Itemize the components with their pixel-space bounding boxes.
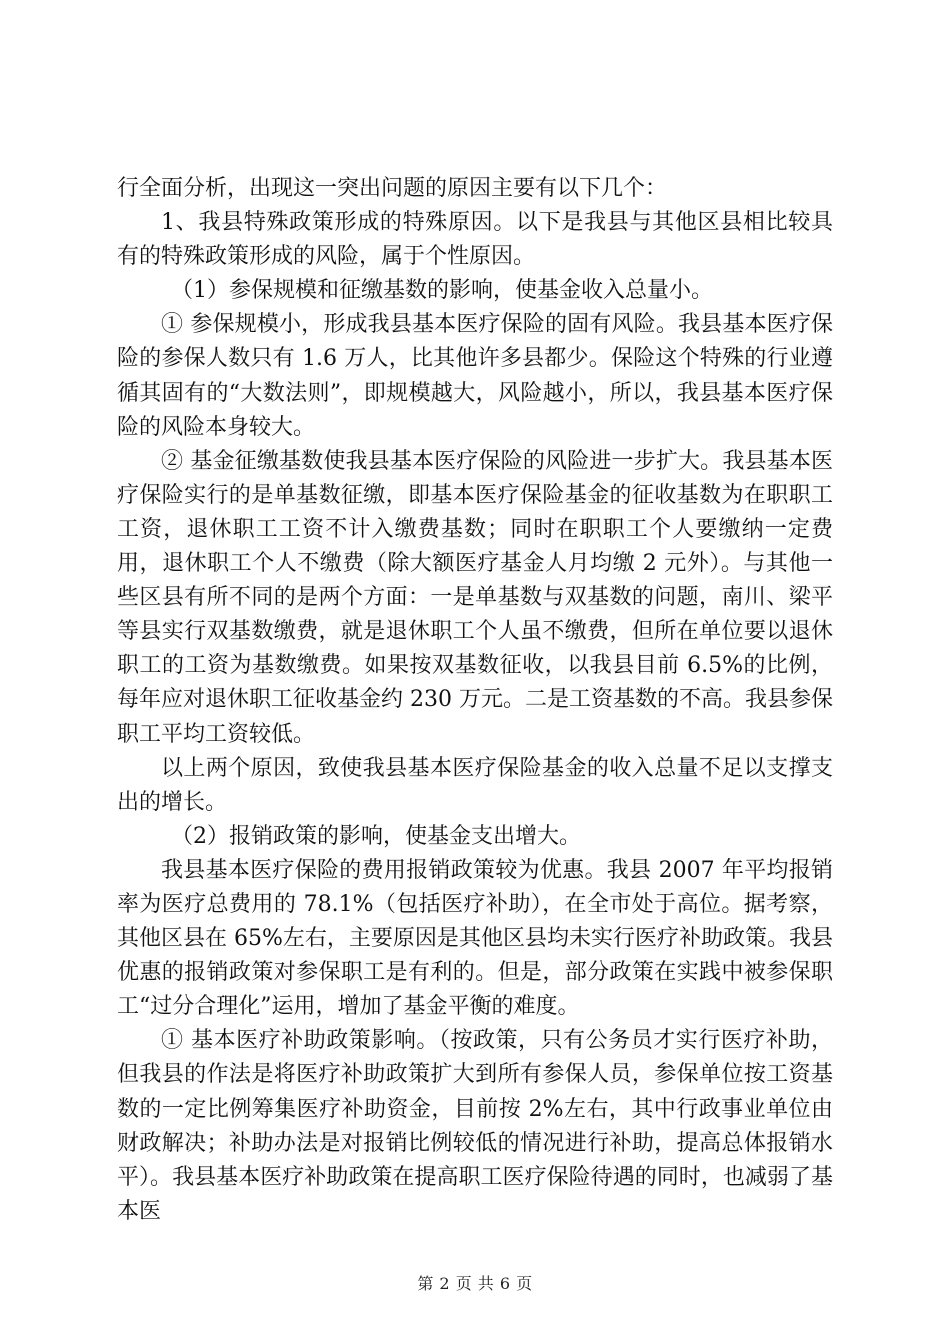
document-body [117,172,833,1229]
paragraph-subsection-1: （1）参保规模和征缴基数的影响，使基金收入总量小。 [171,278,713,304]
page-footer: 第 2 页 共 6 页 [417,1274,533,1293]
paragraph-point-2: ② 基金征缴基数使我县基本医疗保险的风险进一步扩大。我县基本医疗保险实行的是单基数征缴，即基本医疗保险基金的征收基数为在职职工工资，退休职工工资不计入缴费基数；同时在职职工个人要缴纳一定费用，退休职工个人不缴费（除大额医疗基金人月均缴 2 元外）。与其他一些区县有所不同的是两个方面：一是单基数与双基数的问题，南川、梁平等县实行双基数缴费，就是退休职工个人虽不缴费，但所在单位要以退休职工的工资为基数缴费。如果按双基数征收，以我县目前 6.5%的比例，每年应对退休职工征收基金约 230 万元。二是工资基数的不高。我县参保职工平均工资较低。 [117,448,833,747]
paragraph-section-1: 1、我县特殊政策形成的特殊原因。以下是我县与其他区县相比较具有的特殊政策形成的风险，属于个性原因。 [117,210,833,270]
paragraph-medical-subsidy: ① 基本医疗补助政策影响。（按政策，只有公务员才实行医疗补助，但我县的作法是将医疗补助政策扩大到所有参保人员，参保单位按工资基数的一定比例筹集医疗补助资金，目前按 2%左右，其中行政事业单位由财政解决；补助办法是对报销比例较低的情况进行补助，提高总体报销水平）。我县基本医疗补助政策在提高职工医疗保险待遇的同时，也减弱了基本医 [117,1028,833,1224]
paragraph-point-1: ① 参保规模小，形成我县基本医疗保险的固有风险。我县基本医疗保险的参保人数只有 1.6 万人，比其他许多县都少。保险这个特殊的行业遵循其固有的“大数法则”，即规模越大，风险越小，所以，我县基本医疗保险的风险本身较大。 [117,312,833,440]
paragraph-continuation: 行全面分析，出现这一突出问题的原因主要有以下几个： [117,176,668,201]
paragraph-summary: 以上两个原因，致使我县基本医疗保险基金的收入总量不足以支撑支出的增长。 [117,755,833,815]
paragraph-reimbursement: 我县基本医疗保险的费用报销政策较为优惠。我县 2007 年平均报销率为医疗总费用的 78.1%（包括医疗补助），在全市处于高位。据考察，其他区县在 65%左右，主要原因是其他区县均未实行医疗补助政策。我县优惠的报销政策对参保职工是有利的。但是，部分政策在实践中被参保职工“过分合理化”运用，增加了基金平衡的难度。 [117,857,833,1020]
paragraph-subsection-2: （2）报销政策的影响，使基金支出增大。 [171,823,581,849]
